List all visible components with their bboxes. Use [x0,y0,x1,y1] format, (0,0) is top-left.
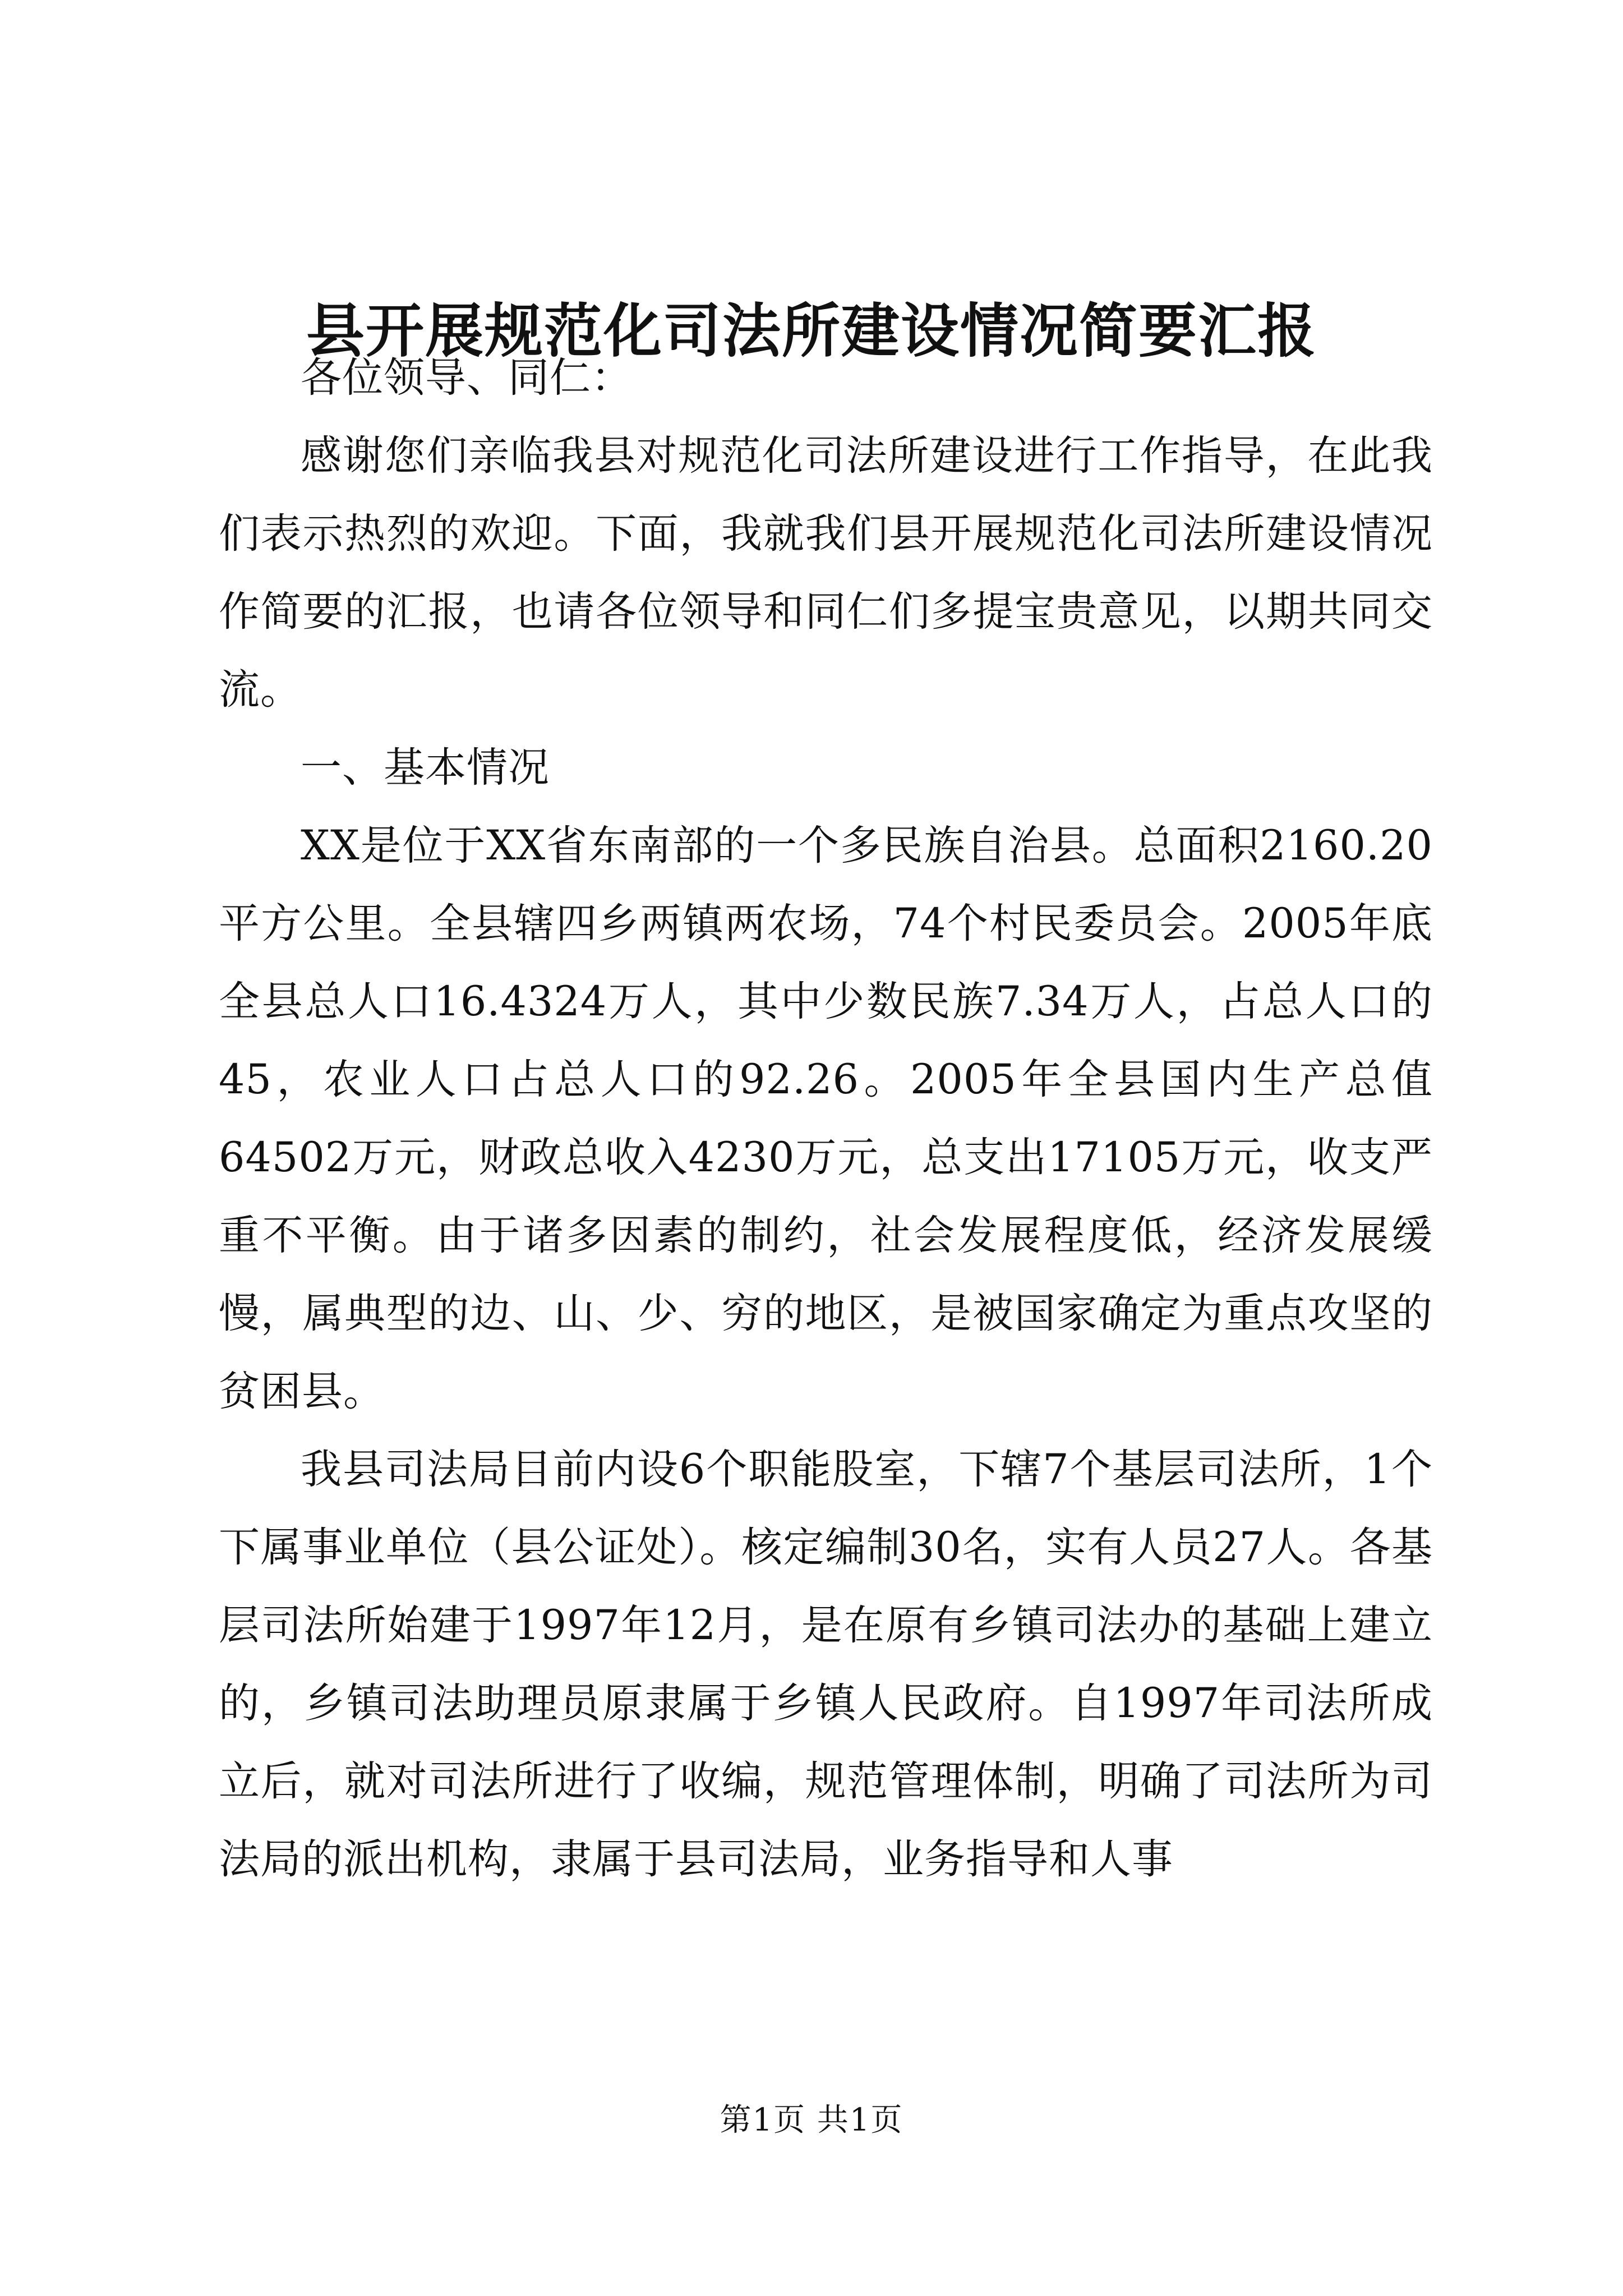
justice-bureau-paragraph: 我县司法局目前内设6个职能股室，下辖7个基层司法所，1个下属事业单位（县公证处）。核定编制30名，实有人员27人。各基层司法所始建于1997年12月，是在原有乡镇司法办的基础上建立的，乡镇司法助理员原隶属于乡镇人民政府。自1997年司法所成立后，就对司法所进行了收编，规范管理体制，明确了司法所为司法局的派出机构，隶属于县司法局，业务指导和人事 [219,1446,1433,1883]
greeting-paragraph: 各位领导、同仁： [301,354,633,402]
section-heading: 一、基本情况 [301,744,550,792]
intro-paragraph: 感谢您们亲临我县对规范化司法所建设进行工作指导，在此我们表示热烈的欢迎。下面，我就我们县开展规范化司法所建设情况作简要的汇报，也请各位领导和同仁们多提宝贵意见，以期共同交流。 [219,432,1433,714]
document-title: 县开展规范化司法所建设情况简要汇报 [306,296,1317,365]
basic-info-paragraph: XX是位于XX省东南部的一个多民族自治县。总面积2160.20平方公里。全县辖四乡两镇两农场，74个村民委员会。2005年底全县总人口16.4324万人，其中少数民族7.34万人，占总人口的45，农业人口占总人口的92.26。2005年全县国内生产总值64502万元，财政总收入4230万元，总支出17105万元，收支严重不平衡。由于诸多因素的制约，社会发展程度低，经济发展缓慢，属典型的边、山、少、穷的地区，是被国家确定为重点攻坚的贫困县。 [219,822,1433,1415]
page-footer: 第1页 共1页 [720,2102,903,2138]
document-body [219,339,1433,1898]
